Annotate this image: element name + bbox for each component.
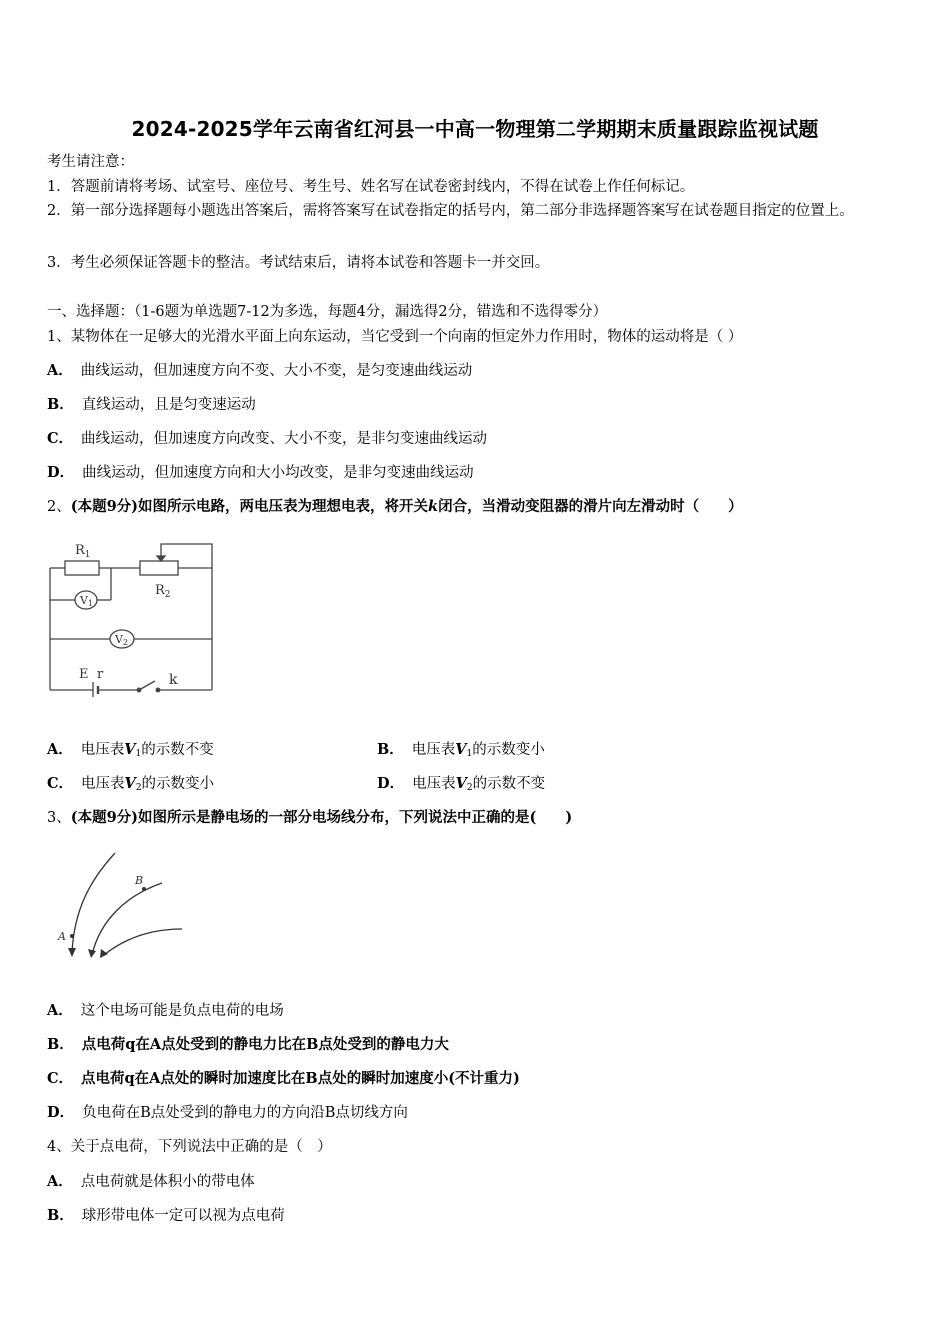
r2-label [155, 583, 171, 600]
option-label: A． [47, 362, 73, 379]
notice-item-1: 1．答题前请将考场、试室号、座位号、考生号、姓名写在试卷密封线内，不得在试卷上作任何标记。 [47, 179, 695, 195]
option-sub: 1 [135, 749, 142, 759]
option-text: 球形带电体一定可以视为点电荷 [81, 1208, 285, 1224]
option-label: B． [47, 396, 74, 413]
option-text: 点电荷q在A点处受到的静电力比在B点处受到的静电力大 [81, 1036, 449, 1053]
r1-subscript: 1 [84, 550, 91, 560]
switch-label: k [169, 672, 178, 688]
q2-option-c [47, 774, 214, 798]
option-label: B． [47, 1036, 74, 1053]
q2-number: 2、 [47, 499, 71, 515]
option-var: V [455, 741, 467, 758]
option-pre: 电压表 [80, 742, 125, 758]
q1-option-b [47, 395, 256, 415]
q3-option-d [47, 1103, 408, 1123]
option-sub: 1 [466, 749, 473, 759]
option-post: 的示数不变 [472, 776, 546, 792]
q2-option-a [47, 740, 214, 764]
option-label: B． [377, 741, 404, 758]
circuit-diagram [45, 532, 220, 697]
r2-letter: R [155, 583, 165, 598]
q2-option-d [377, 774, 545, 798]
q2-stem-post: 闭合，当滑动变阻器的滑片向左滑动时（ ） [438, 498, 743, 515]
internal-r-label: r [97, 667, 104, 682]
q3-stem [47, 808, 572, 828]
exam-title: 2024-2025学年云南省红河县一中高一物理第二学期期末质量跟踪监视试题 [131, 117, 819, 141]
option-label: D． [47, 464, 75, 481]
option-label: A． [47, 1002, 73, 1019]
option-pre: 电压表 [411, 742, 456, 758]
option-pre: 电压表 [81, 776, 125, 792]
q3-option-b [47, 1035, 449, 1055]
q1-option-c [47, 429, 487, 449]
option-label: D． [47, 1104, 75, 1121]
option-label: B． [47, 1207, 74, 1224]
option-text: 点电荷就是体积小的带电体 [80, 1174, 255, 1190]
q4-option-a [47, 1172, 255, 1192]
option-var: V [124, 741, 136, 758]
option-label: C． [47, 775, 74, 792]
option-label: D． [377, 775, 405, 792]
point-b-label: B [135, 874, 144, 887]
r1-label [75, 543, 91, 560]
option-text: 直线运动，且是匀变速运动 [81, 397, 256, 413]
q3-number: 3、 [47, 810, 71, 826]
q1-option-a [47, 361, 472, 381]
option-post: 的示数变小 [472, 742, 545, 758]
q1-option-d [47, 463, 474, 483]
option-label: A． [47, 741, 73, 758]
q3-option-a [47, 1001, 284, 1021]
q2-switch-var: k [428, 498, 439, 515]
v1-letter: V [80, 594, 88, 607]
notice-heading: 考生请注意： [47, 154, 134, 170]
option-label: A． [47, 1173, 73, 1190]
option-sub: 2 [466, 783, 473, 793]
v1-subscript: 1 [87, 599, 94, 608]
option-pre: 电压表 [412, 776, 456, 792]
r2-subscript: 2 [164, 590, 171, 600]
q4-stem: 4、关于点电荷，下列说法中正确的是（ ） [47, 1139, 332, 1155]
v2-subscript: 2 [122, 638, 129, 647]
v2-letter: V [115, 633, 123, 646]
option-var: V [124, 775, 136, 792]
option-label: C． [47, 430, 74, 447]
r1-letter: R [75, 543, 85, 558]
q3-stem-text: (本题9分)如图所示是静电场的一部分电场线分布，下列说法中正确的是( ) [70, 809, 573, 826]
q1-stem: 1、某物体在一足够大的光滑水平面上向东运动，当它受到一个向南的恒定外力作用时，物体的运动将是（ ） [47, 329, 743, 345]
option-text: 曲线运动，但加速度方向不变、大小不变，是匀变速曲线运动 [80, 363, 473, 379]
section-heading: 一、选择题：（1-6题为单选题7-12为多选，每题4分，漏选得2分，错选和不选得零分） [47, 304, 608, 320]
q4-option-b [47, 1206, 285, 1226]
point-a-label: A [58, 930, 66, 943]
q2-stem-pre: (本题9分)如图所示电路，两电压表为理想电表，将开关 [70, 498, 429, 515]
electric-field-diagram [52, 845, 192, 970]
q3-option-c [47, 1069, 520, 1089]
option-text: 曲线运动，但加速度方向改变、大小不变，是非匀变速曲线运动 [81, 431, 488, 447]
option-var: V [455, 775, 467, 792]
option-sub: 2 [135, 783, 142, 793]
option-text: 点电荷q在A点处的瞬时加速度比在B点处的瞬时加速度小(不计重力) [81, 1070, 520, 1087]
q2-option-b [377, 740, 545, 764]
option-text: 这个电场可能是负点电荷的电场 [80, 1003, 284, 1019]
option-post: 的示数变小 [141, 776, 215, 792]
option-text: 曲线运动，但加速度方向和大小均改变，是非匀变速曲线运动 [82, 465, 474, 481]
notice-item-3: 3．考生必须保证答题卡的整洁。考试结束后，请将本试卷和答题卡一并交回。 [47, 255, 550, 271]
option-text: 负电荷在B点处受到的静电力的方向沿B点切线方向 [82, 1105, 408, 1121]
q2-stem [47, 497, 743, 517]
option-post: 的示数不变 [141, 742, 214, 758]
notice-item-2: 2．第一部分选择题每小题选出答案后，需将答案写在试卷指定的括号内，第二部分非选择题答案写在试卷题目指定的位置上。 [47, 203, 854, 219]
emf-label: E [79, 667, 89, 682]
option-label: C． [47, 1070, 74, 1087]
